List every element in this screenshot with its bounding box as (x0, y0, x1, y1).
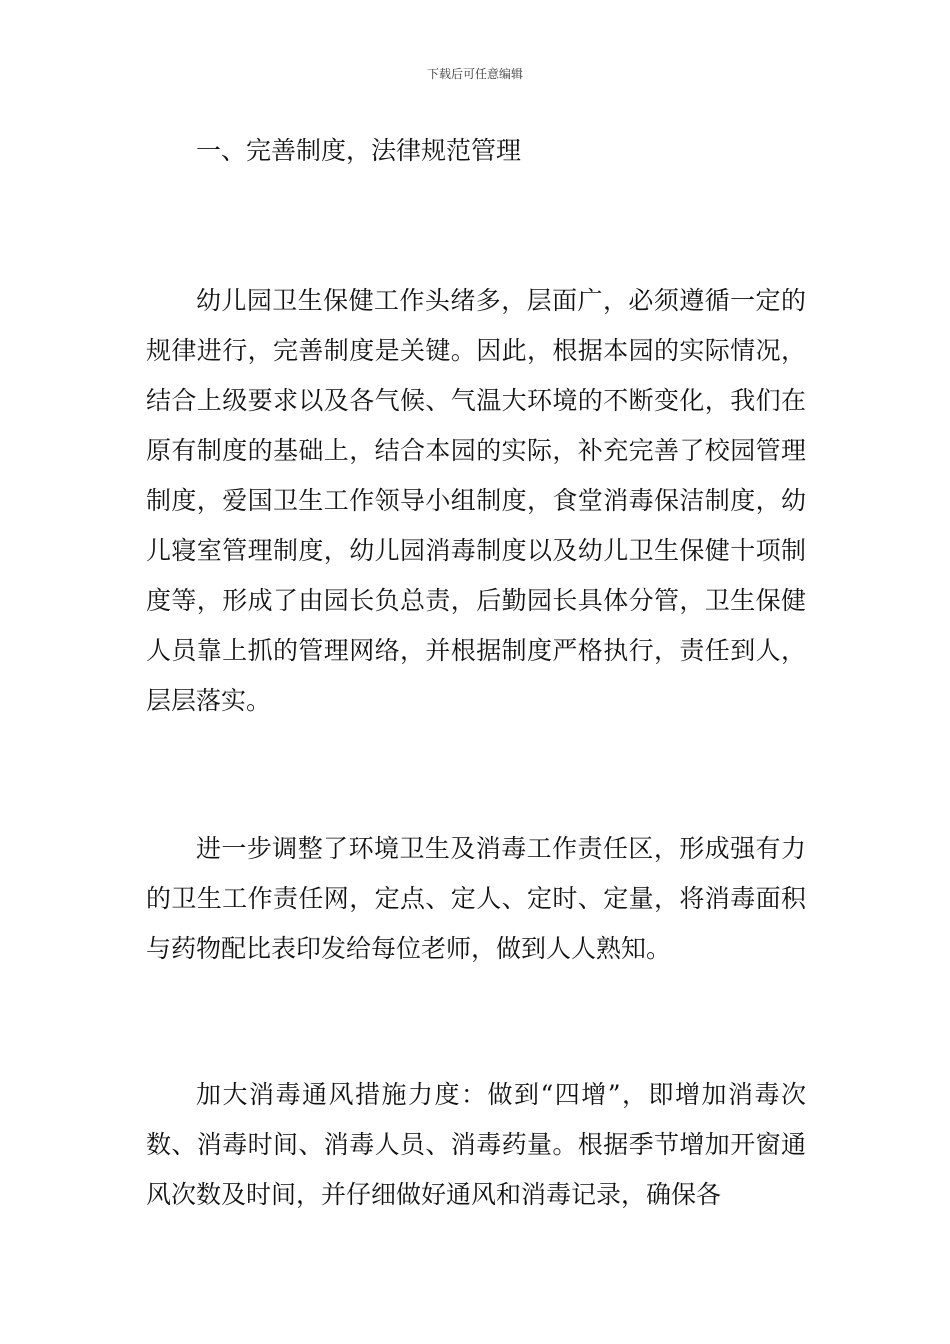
paragraph-disinfection-ventilation: 加大消毒通风措施力度：做到“四增”，即增加消毒次数、消毒时间、消毒人员、消毒药量。根据季节增加开窗通风次数及时间，并仔细做好通风和消毒记录，确保各 (146, 1080, 806, 1209)
header-note: 下载后可任意编辑 (426, 67, 523, 81)
section-heading: 一、完善制度，法律规范管理 (196, 136, 522, 165)
paragraph-responsibility-zones: 进一步调整了环境卫生及消毒工作责任区，形成强有力的卫生工作责任网，定点、定人、定时、定量，将消毒面积与药物配比表印发给每位老师，做到人人熟知。 (146, 834, 806, 963)
paragraph-regulations: 幼儿园卫生保健工作头绪多，层面广，必须遵循一定的规律进行，完善制度是关键。因此，根据本园的实际情况，结合上级要求以及各气候、气温大环境的不断变化，我们在原有制度的基础上，结合本园的实际，补充完善了校园管理制度，爱国卫生工作领导小组制度，食堂消毒保洁制度，幼儿寝室管理制度，幼儿园消毒制度以及幼儿卫生保健十项制度等，形成了由园长负总责，后勤园长具体分管，卫生保健人员靠上抓的管理网络，并根据制度严格执行，责任到人，层层落实。 (146, 286, 806, 715)
